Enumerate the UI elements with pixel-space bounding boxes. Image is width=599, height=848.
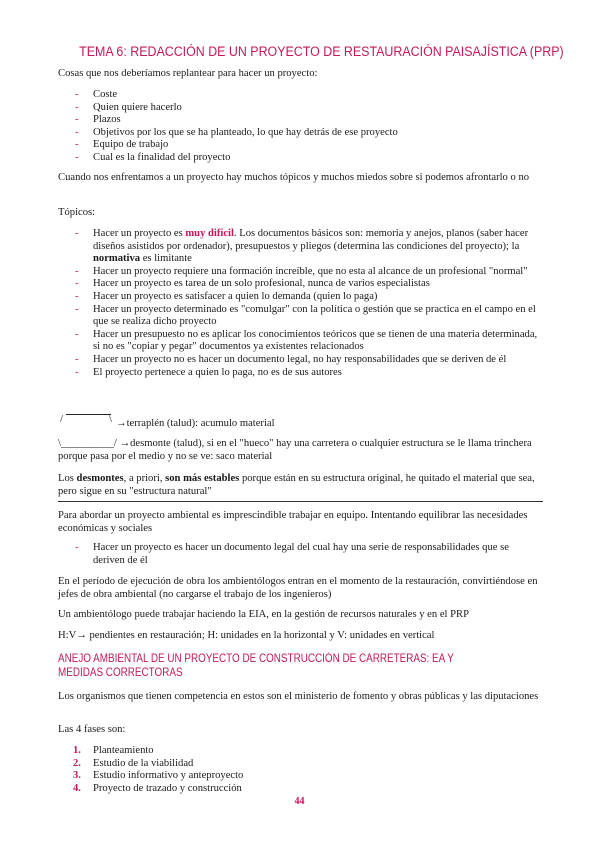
bold-text: son más estables [165, 473, 240, 484]
dash-bullet: - [75, 328, 79, 340]
dash-bullet: - [75, 151, 79, 163]
dash-bullet: - [75, 353, 79, 365]
list-item: - Hacer un proyecto es satisfacer a quien lo demanda (quien lo paga) [75, 290, 378, 302]
dash-bullet: - [75, 126, 79, 138]
desmonte-sketch: \__________/ [58, 438, 117, 449]
fases-list [58, 745, 543, 795]
list-item: 1. Planteamiento [73, 745, 154, 756]
list-item: - Hacer un proyecto es muy difícil. Los documentos básicos son: memoria y anejos, planos (saber hacer diseños asistidos por ordenador), presupuestos y pliegos (determina las condiciones del proyecto); la normativa es limitante [75, 228, 529, 265]
legal-list [58, 542, 543, 567]
equipo-paragraph: Para abordar un proyecto ambiental es imprescindible trabajar en equipo. Intentando equilibrar las necesidades económicas y sociales [58, 510, 528, 534]
dash-bullet: - [75, 114, 79, 126]
list-item: - Cual es la finalidad del proyecto [75, 151, 231, 163]
bold-text: normativa [93, 253, 141, 265]
dash-bullet: - [75, 278, 79, 290]
divider [58, 501, 543, 502]
bold-text: desmontes [76, 473, 124, 484]
list-item: - Quien quiere hacerlo [75, 101, 182, 113]
terraplen-text: →terraplén (talud): acumulo material [116, 418, 275, 429]
dash-bullet: - [75, 228, 79, 239]
miedos-paragraph: Cuando nos enfrentamos a un proyecto hay muchos tópicos y muchos miedos sobre si podemos afrontarlo o no [58, 172, 530, 183]
replantear-list [58, 89, 543, 165]
list-item: - Hacer un proyecto requiere una formación increíble, que no esta al alcance de un profesional "normal" [75, 265, 528, 277]
terraplen-backslash: \ [109, 414, 112, 425]
page-number: 44 [294, 796, 305, 807]
terraplen-slash: / [60, 414, 63, 425]
fases-label: Las 4 fases son: [58, 724, 126, 735]
trabajar-paragraph: Un ambientólogo puede trabajar haciendo la EIA, en la gestión de recursos naturales y en el PRP [58, 609, 469, 620]
dash-bullet: - [75, 290, 79, 302]
hv-paragraph: H:V→ pendientes en restauración; H: unidades en la horizontal y V: unidades en vertical [58, 630, 435, 641]
list-item: - Plazos [75, 114, 121, 126]
list-item: - Equipo de trabajo [75, 139, 169, 151]
page-title: TEMA 6: REDACCIÓN DE UN PROYECTO DE RESTAURACIÓN PAISAJÍSTICA (PRP) [79, 44, 564, 59]
highlight-text: muy difícil [185, 228, 234, 239]
list-item: - Hacer un proyecto es hacer un documento legal del cual hay una serie de responsabilidades que se deriven de él [75, 542, 509, 566]
desmonte-paragraph: \__________/ →desmonte (talud), si en el "hueco" hay una carretera o cualquier estructura se le llama trinchera porque pasa por el medio y no se ve: saco material [58, 438, 532, 462]
dash-bullet: - [75, 265, 79, 277]
desmontes-paragraph: Los desmontes, a priori, son más estables porque están en su estructura original, he quitado el material que sea, pero sigue en su "estructura natural" [58, 473, 535, 497]
dash-bullet: - [75, 542, 79, 553]
section-heading: ANEJO AMBIENTAL DE UN PROYECTO DE CONSTRUCCIÓN DE CARRETERAS: EA Y MEDIDAS CORRECTORAS [58, 653, 454, 679]
list-item: 3. Estudio informativo y anteproyecto [73, 770, 244, 782]
list-item: - Hacer un presupuesto no es aplicar los conocimientos teóricos que se tienen de una materia determinada, si no es "copiar y pegar" documentos ya existentes relacionados [75, 328, 538, 353]
intro-paragraph: Cosas que nos deberíamos replantear para hacer un proyecto: [58, 68, 318, 79]
organismos-paragraph: Los organismos que tienen competencia en estos son el ministerio de fomento y obras públicas y las diputaciones [58, 691, 539, 702]
dash-bullet: - [75, 89, 79, 100]
dash-bullet: - [75, 139, 79, 151]
dash-bullet: - [75, 366, 79, 378]
list-item: - Hacer un proyecto es tarea de un solo profesional, nunca de varios especialistas [75, 278, 430, 290]
list-item: 2. Estudio de la viabilidad [73, 757, 194, 769]
list-item: - Coste [75, 89, 118, 100]
list-item: 4. Proyecto de trazado y construcción [73, 782, 242, 794]
dash-bullet: - [75, 101, 79, 113]
list-item: - Hacer un proyecto determinado es "comulgar" con la política o gestión que se practica en el campo en el que se realiza dicho proyecto [75, 303, 536, 328]
list-item: - Hacer un proyecto no es hacer un documento legal, no hay responsabilidades que se deriven de él [75, 353, 507, 365]
ejecucion-paragraph: En el período de ejecución de obra los ambientólogos entran en el momento de la restauración, convirtiéndose en jefes de obra ambiental (no cargarse el trabajo de los ingenieros) [58, 576, 538, 600]
topicos-list [58, 228, 543, 379]
dash-bullet: - [75, 303, 79, 315]
list-item: - El proyecto pertenece a quien lo paga, no es de sus autores [75, 366, 342, 378]
topicos-label: Tópicos: [58, 207, 96, 218]
terraplen-top-line [66, 414, 111, 415]
list-item: - Objetivos por los que se ha planteado, lo que hay detrás de ese proyecto [75, 126, 398, 138]
